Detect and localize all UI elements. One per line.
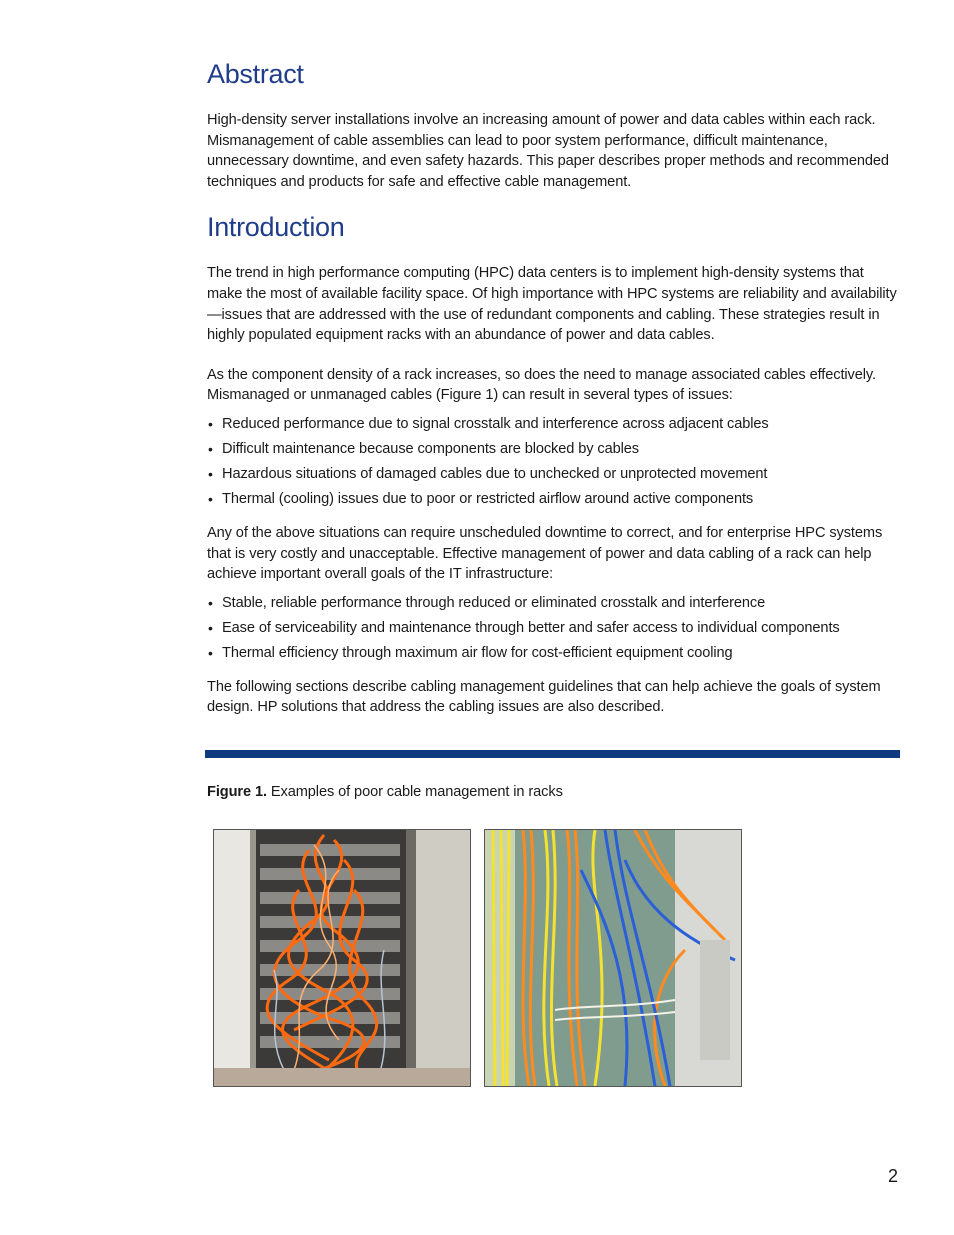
list-item-text: Thermal efficiency through maximum air flow for cost-efficient equipment cooling bbox=[222, 644, 733, 661]
page-number: 2 bbox=[887, 1166, 898, 1186]
rack-photo-orange-cables bbox=[213, 829, 471, 1087]
abstract-paragraph: High-density server installations involve an increasing amount of power and data cables within each rack. Mismanagement of cable assemblies can lead to poor system performance, difficult maintenance, unnecessary downtime, and even safety hazards. This paper describes proper methods and recommended techniques and products for safe and effective cable management. bbox=[207, 112, 889, 190]
bullet-marker: • bbox=[208, 490, 213, 507]
rack-photo-mixed-cables-illustration bbox=[485, 830, 741, 1086]
bullet-marker: • bbox=[208, 415, 213, 432]
list-item-text: Hazardous situations of damaged cables due to unchecked or unprotected movement bbox=[222, 465, 768, 482]
abstract-heading: Abstract bbox=[207, 59, 304, 89]
list-item bbox=[207, 489, 897, 514]
list-item-text: Thermal (cooling) issues due to poor or restricted airflow around active components bbox=[222, 490, 754, 507]
bullet-marker: • bbox=[208, 619, 213, 636]
introduction-paragraph-2: As the component density of a rack increases, so does the need to manage associated cables effectively. Mismanaged or unmanaged cables (Figure 1) can result in several types of issues: bbox=[207, 366, 876, 404]
list-item bbox=[207, 414, 897, 439]
bullet-marker: • bbox=[208, 440, 213, 457]
goals-list bbox=[207, 593, 897, 668]
rack-photo-mixed-cables bbox=[484, 829, 742, 1087]
list-item-text: Ease of serviceability and maintenance through better and safer access to individual components bbox=[222, 619, 840, 636]
list-item-text: Difficult maintenance because components are blocked by cables bbox=[222, 440, 639, 457]
bullet-marker: • bbox=[208, 644, 213, 661]
issues-list bbox=[207, 414, 897, 514]
figure-label: Figure 1. bbox=[207, 784, 267, 800]
introduction-paragraph-3: Any of the above situations can require unscheduled downtime to correct, and for enterprise HPC systems that is very costly and unacceptable. Effective management of power and data cabling of a rack can help achieve important overall goals of the IT infrastructure: bbox=[207, 524, 883, 583]
list-item-text: Stable, reliable performance through reduced or eliminated crosstalk and interference bbox=[222, 594, 766, 611]
rack-photo-orange-cables-illustration bbox=[214, 830, 470, 1086]
introduction-heading: Introduction bbox=[207, 212, 345, 243]
list-item bbox=[207, 593, 897, 618]
section-divider-rule bbox=[205, 750, 900, 758]
list-item bbox=[207, 464, 897, 489]
figure-caption bbox=[207, 782, 563, 802]
list-item bbox=[207, 618, 897, 643]
list-item-text: Reduced performance due to signal crosstalk and interference across adjacent cables bbox=[222, 415, 769, 432]
page-content bbox=[207, 58, 897, 718]
figure-caption-text: Examples of poor cable management in racks bbox=[270, 784, 563, 800]
introduction-paragraph-4: The following sections describe cabling management guidelines that can help achieve the goals of system design. HP solutions that address the cabling issues are also described. bbox=[207, 678, 881, 716]
bullet-marker: • bbox=[208, 594, 213, 611]
introduction-paragraph-1: The trend in high performance computing (HPC) data centers is to implement high-density systems that make the most of available facility space. Of high importance with HPC systems are reliability and availability—issues that are addressed with the use of redundant components and cabling. These strategies result in highly populated equipment racks with an abundance of power and data cables. bbox=[207, 265, 897, 344]
bullet-marker: • bbox=[208, 465, 213, 482]
list-item bbox=[207, 643, 897, 668]
list-item bbox=[207, 439, 897, 464]
